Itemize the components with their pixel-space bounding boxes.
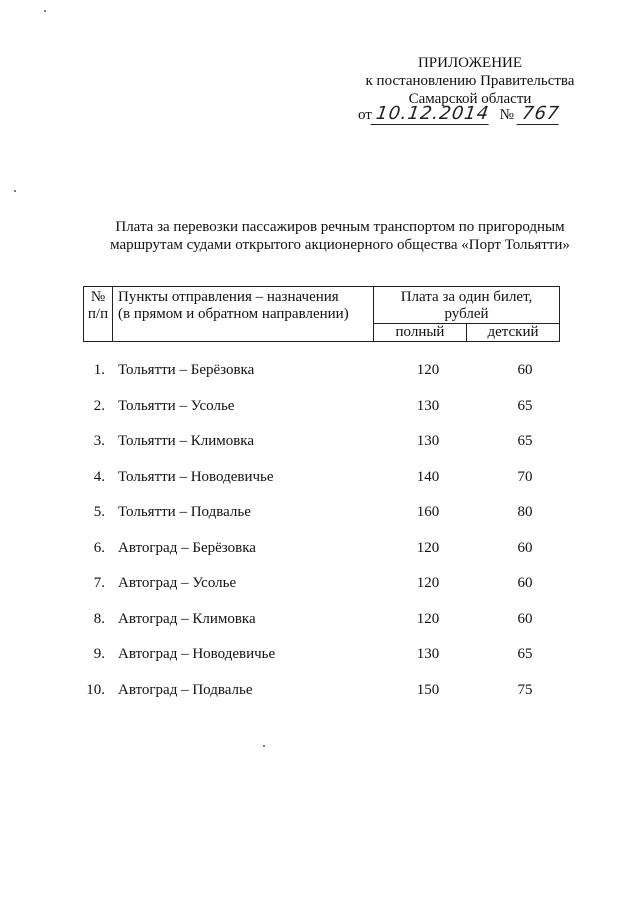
row-full-fare: 130 [416, 397, 440, 414]
fare-table-header [83, 286, 560, 342]
row-full-fare: 120 [416, 575, 440, 591]
row-route: Автоград – Новодевичье [118, 646, 276, 662]
row-child-fare: 65 [517, 397, 533, 414]
row-full-fare: 160 [416, 504, 440, 520]
row-route: Тольятти – Усолье [118, 397, 235, 414]
row-child-fare: 60 [517, 362, 533, 378]
header-fee-line: рублей [444, 306, 489, 322]
scan-speck [44, 10, 46, 12]
table-row [83, 609, 583, 629]
row-child-fare: 60 [517, 539, 533, 556]
annex-line-resolution: к постановлению Правительства [365, 73, 575, 89]
table-row [83, 360, 583, 380]
handwritten-date: 10.12.2014 [370, 104, 491, 125]
document-title [60, 218, 620, 254]
table-row [83, 431, 583, 451]
document-title-line: Плата за перевозки пассажиров речным транспортом по пригородным [115, 219, 565, 235]
row-full-fare: 140 [416, 468, 440, 485]
row-number: 1. [93, 362, 105, 378]
header-number-label: п/п [87, 306, 109, 322]
annex-order-line [358, 104, 560, 126]
header-fee-line: Плата за один билет, [400, 289, 533, 305]
header-full-fare: полный [374, 324, 467, 342]
header-fee-cell [374, 287, 560, 324]
scan-speck [263, 745, 265, 747]
row-full-fare: 130 [416, 433, 440, 449]
header-route-cell [113, 287, 374, 342]
row-route: Автоград – Подвалье [118, 681, 253, 698]
header-child-fare: детский [467, 324, 560, 342]
table-row [83, 502, 583, 522]
handwritten-number: 767 [516, 104, 561, 125]
table-row [83, 467, 583, 487]
row-number: 4. [93, 468, 105, 485]
row-number: 5. [93, 504, 105, 520]
header-number-symbol: № [90, 289, 106, 305]
row-number: 7. [93, 575, 105, 591]
row-full-fare: 120 [416, 610, 440, 627]
annex-line-region: Самарской области [408, 91, 532, 107]
row-number: 3. [93, 433, 105, 449]
table-row [83, 396, 583, 416]
row-child-fare: 65 [517, 433, 533, 449]
table-row [83, 680, 583, 700]
row-child-fare: 80 [517, 504, 533, 520]
header-route-line: (в прямом и обратном направлении) [118, 306, 349, 322]
row-child-fare: 60 [517, 575, 533, 591]
row-number: 9. [93, 646, 105, 662]
row-route: Тольятти – Берёзовка [118, 362, 255, 378]
row-child-fare: 75 [517, 681, 533, 698]
row-route: Автоград – Климовка [118, 610, 256, 627]
row-number: 6. [93, 539, 105, 556]
header-route-line: Пункты отправления – назначения [118, 289, 339, 305]
table-row [83, 644, 583, 664]
row-route: Тольятти – Новодевичье [118, 468, 274, 485]
row-number: 8. [93, 610, 105, 627]
row-route: Тольятти – Климовка [118, 433, 255, 449]
row-route: Автоград – Усолье [118, 575, 237, 591]
annex-title: ПРИЛОЖЕНИЕ [417, 55, 523, 71]
row-number: 2. [93, 397, 105, 414]
table-row [83, 573, 583, 593]
table-row [83, 538, 583, 558]
row-route: Автоград – Берёзовка [118, 539, 256, 556]
row-full-fare: 120 [416, 539, 440, 556]
document-title-line: маршрутам судами открытого акционерного общества «Порт Тольятти» [110, 237, 570, 253]
row-child-fare: 60 [517, 610, 533, 627]
date-prefix: от [358, 107, 372, 123]
scan-speck [14, 190, 16, 192]
row-child-fare: 70 [517, 468, 533, 485]
row-full-fare: 130 [416, 646, 440, 662]
row-child-fare: 65 [517, 646, 533, 662]
number-prefix: № [499, 107, 514, 123]
row-route: Тольятти – Подвалье [118, 504, 251, 520]
row-full-fare: 150 [416, 681, 440, 698]
row-full-fare: 120 [416, 362, 440, 378]
row-number: 10. [86, 681, 105, 698]
header-number-cell [84, 287, 113, 342]
